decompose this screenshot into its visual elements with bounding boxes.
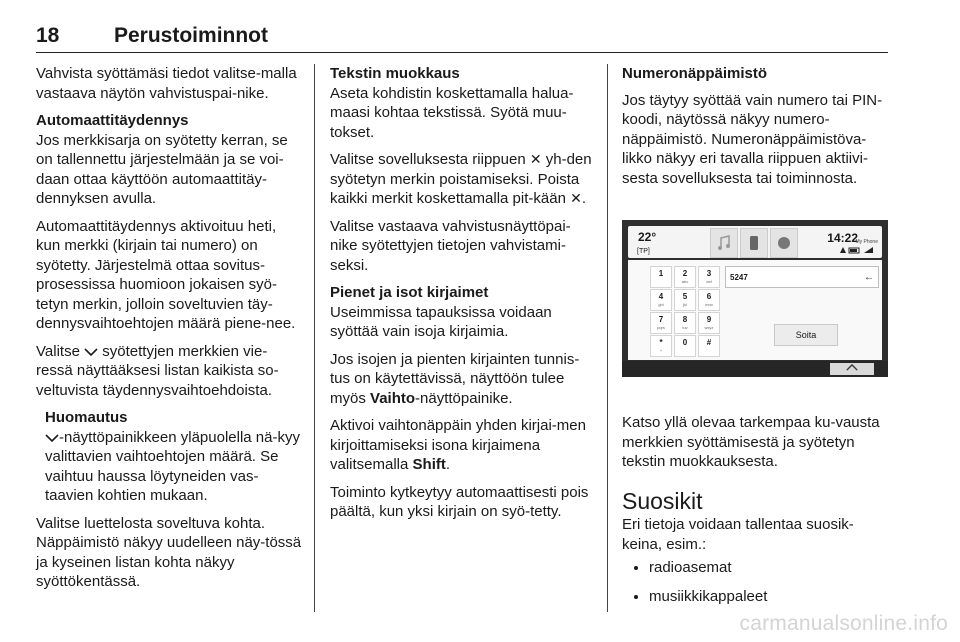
text: . xyxy=(445,456,451,473)
key-1[interactable]: 1 xyxy=(650,266,672,288)
favourites-list xyxy=(622,558,888,606)
subheading-letter-case: Pienet ja isot kirjaimet xyxy=(330,284,489,301)
backspace-icon[interactable]: ← xyxy=(864,272,874,283)
status-icons xyxy=(840,246,874,254)
paragraph: Katso yllä olevaa tarkempaa ku-vausta merkkien syöttämisestä ja syötetyn tekstin muokkauksesta. xyxy=(622,414,880,470)
key-4[interactable]: 4 ghi xyxy=(650,289,672,311)
subheading-numeric-keypad: Numeronäppäimistö xyxy=(622,65,768,82)
page-number: 18 xyxy=(36,24,60,47)
paragraph: Aseta kohdistin koskettamalla halua-maasi kohtaa tekstissä. Syötä muu-tokset. xyxy=(330,84,574,141)
bold-term: Shift xyxy=(412,456,446,473)
key-0[interactable]: 0 xyxy=(674,335,696,357)
call-button[interactable]: Soita xyxy=(774,324,838,346)
section-heading-favourites: Suosikit xyxy=(622,487,703,514)
paragraph: Automaattitäydennys aktivoituu heti, kun merkki (kirjain tai numero) on syötetty. Järjestelmä ottaa sovitus-prosessissa huomioon jokaisen syö-tetyn merkin, jolloin soveltuvien täy-dennysvaihtoehtojen määrä piene-nee. xyxy=(36,217,296,332)
number-input[interactable] xyxy=(725,266,879,288)
paragraph xyxy=(330,416,595,475)
key-5[interactable]: 5 jkl xyxy=(674,289,696,311)
music-tile-icon xyxy=(710,228,738,258)
key-7[interactable]: 7 pqrs xyxy=(650,312,672,334)
text: yh-den syötetyn merkin poistamiseksi. Poista kaikki merkit koskettamalla pit-kään xyxy=(330,151,592,207)
info-tile-icon xyxy=(770,228,798,258)
input-value: 5247 xyxy=(730,273,748,282)
x-icon: ✕ xyxy=(529,151,542,167)
subheading-text-editing: Tekstin muokkaus xyxy=(330,65,460,82)
column-1 xyxy=(36,64,302,600)
column-2 xyxy=(330,64,595,530)
text: -näyttöpainikkeen yläpuolella nä-kyy valittavien vaihtoehtojen määrä. Se vaihtuu haussa löytyneiden vas-taavien kohtien mukaan. xyxy=(45,428,300,504)
screen-status-bar xyxy=(628,226,882,258)
key-star[interactable]: * + xyxy=(650,335,672,357)
paragraph: Jos merkkisarja on syötetty kerran, se on tallennettu järjestelmään ja se voi-daan ottaa käyttöön automaattitäy-dennyksen avulla. xyxy=(36,131,288,207)
subheading-autocomplete: Automaattitäydennys xyxy=(36,112,189,129)
paragraph xyxy=(330,150,595,209)
bold-term: Vaihto xyxy=(370,389,416,407)
note-title: Huomautus xyxy=(45,409,128,426)
paragraph xyxy=(330,350,595,409)
text: Jos isojen ja pienten kirjainten tunnis-tus on käytettävissä, näyttöön tulee myös xyxy=(330,350,580,407)
phone-name: My Phone xyxy=(855,239,878,245)
paragraph: Eri tietoja voidaan tallentaa suosik-keina, esim.: xyxy=(622,516,854,553)
list-item: • radioasemat xyxy=(649,558,888,578)
key-hash[interactable]: # xyxy=(698,335,720,357)
text: Valitse sovelluksesta riippuen xyxy=(330,151,526,168)
note-box xyxy=(45,408,302,506)
text: -näyttöpainike. xyxy=(415,389,513,407)
list-item: • musiikkikappaleet xyxy=(649,587,888,607)
key-9[interactable]: 9 wxyz xyxy=(698,312,720,334)
chevron-down-icon xyxy=(45,433,59,443)
paragraph: Valitse vastaava vahvistusnäyttöpai-nike syötettyjen tietojen vahvistami-seksi. xyxy=(330,217,571,274)
screen-bottom-bar xyxy=(622,361,888,377)
note-text xyxy=(45,428,302,506)
keypad-screenshot xyxy=(622,220,888,377)
screen-body xyxy=(628,260,882,360)
chevron-down-icon xyxy=(84,347,98,357)
paragraph: Jos täytyy syöttää vain numero tai PIN-koodi, näytössä näkyy numero-näppäimistö. Numeronäppäimistöva-likko näkyy eri tavalla riippuen aktiivi-sesta sovelluksesta tai toiminnosta. xyxy=(622,91,883,187)
paragraph: Valitse luettelosta soveltuva kohta. Näppäimistö näkyy uudelleen näy-tössä ja kyseinen listan kohta näkyy syöttökentässä. xyxy=(36,514,302,590)
tp-indicator: [TP] xyxy=(637,248,650,255)
paragraph xyxy=(36,342,302,401)
key-3[interactable]: 3 def xyxy=(698,266,720,288)
text: Valitse xyxy=(36,342,80,360)
watermark: carmanualsonline.info xyxy=(739,612,948,635)
paragraph: Vahvista syöttämäsi tiedot valitse-malla vastaava näytön vahvistuspai-nike. xyxy=(36,65,297,102)
column-divider xyxy=(607,64,608,612)
chevron-up-icon[interactable] xyxy=(830,363,874,375)
key-2[interactable]: 2 abc xyxy=(674,266,696,288)
text: Aktivoi vaihtonäppäin yhden kirjai-men kirjoittamiseksi isona kirjaimena valitsemalla xyxy=(330,417,586,473)
temperature: 22° xyxy=(638,230,657,244)
page-title: Perustoiminnot xyxy=(114,24,269,47)
paragraph: Toiminto kytkeytyy automaattisesti pois päältä, kun yksi kirjain on syö-tetty. xyxy=(330,483,589,520)
text: syötettyjen merkkien vie-ressä näyttääksesi listan kaikista so-veltuvista täydennysvaihtoehdoista. xyxy=(36,342,279,399)
text: . xyxy=(581,190,586,207)
x-icon: ✕ xyxy=(570,190,582,206)
phone-tile-icon xyxy=(740,228,768,258)
page-header xyxy=(36,22,888,53)
column-divider xyxy=(314,64,315,612)
column-3 xyxy=(622,64,888,615)
paragraph: Useimmissa tapauksissa voidaan syöttää vain isoja kirjaimia. xyxy=(330,303,552,340)
key-8[interactable]: 8 tuv xyxy=(674,312,696,334)
key-6[interactable]: 6 mno xyxy=(698,289,720,311)
clock: 14:22 xyxy=(827,231,858,245)
